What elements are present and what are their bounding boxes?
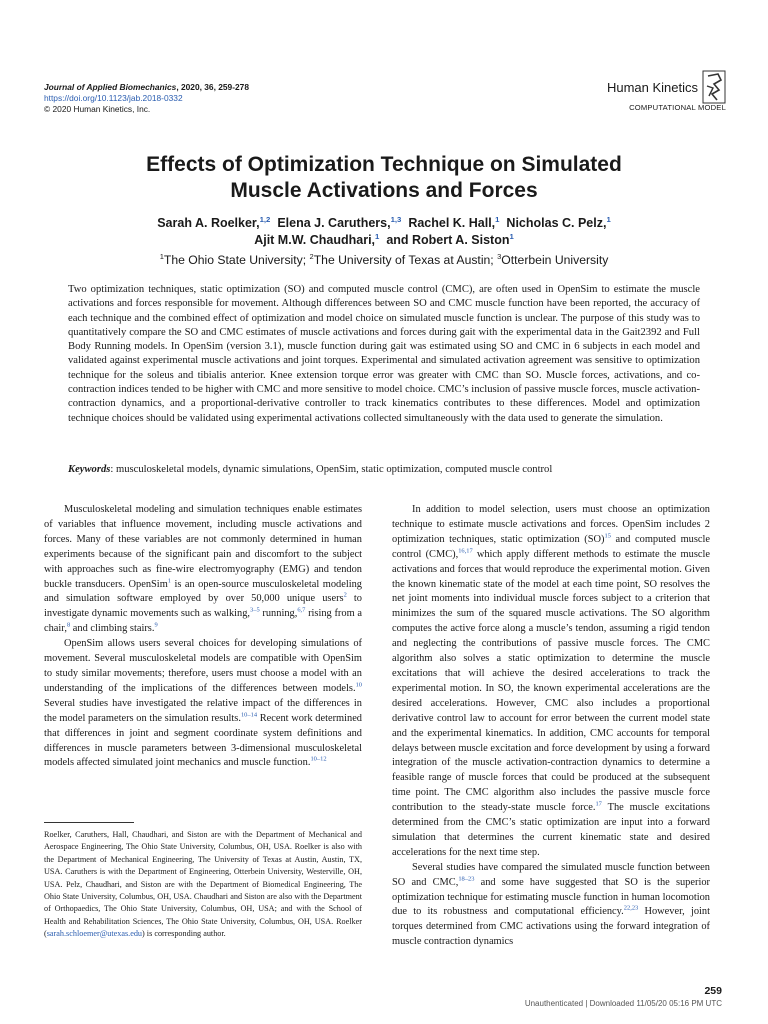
journal-header [44, 82, 249, 115]
human-kinetics-logo-icon [702, 70, 726, 104]
paragraph: In addition to model selection, users must choose an optimization technique to estimate muscle activations and forces. OpenSim includes 2 optimization techniques, static optimization (SO)$^{15}$ and computed muscle control (CMC),$^{16,17}$ which apply different methods to estimate the muscle activations and forces that would reproduce the experimental motion. Given the known kinematic state of the model at each time point, SO resolves the net joint moments into individual muscle forces subject to a criterion that minimizes the sum of the squared muscle activations. The SO algorithm computes the active force along a muscle’s tendon, assuming a rigid tendon and neglecting the contributions of passive muscle forces. The CMC algorithm also solves a static optimization to determine the muscle excitations that will achieve the desired accelerations to track the experimental motion. In SO, the known experimental accelerations are the desired accelerations. However, CMC also includes a proportional derivative control law to account for error between the current model state and the experimental kinematics. In addition, CMC accounts for temporal delays between muscle excitation and force development by using a forward integration of the muscle activation-contraction dynamics to determine a feasible range of muscle forces that could be produced at the subsequent time point. The CMC algorithm also includes the passive muscle force contribution to the steady-state muscle force.$^{17}$ The muscle excitations determined from the CMC’s static optimization are input into a forward simulation that determines the current kinematic state and desired accelerations for the next time step. [392, 504, 711, 858]
author: Elena J. Caruthers, [277, 216, 391, 230]
author-list: Sarah A. Roelker,$^{1,2}$ Elena J. Caruthers,$^{1,3}$ Rachel K. Hall,$^1$ Nicholas C. Pelz,$^1$ Ajit M.W. Chaudhari,$^1$ and Robert A. Siston$^1$ [157, 214, 611, 247]
abstract: Two optimization techniques, static optimization (SO) and computed muscle control (CMC), are often used in OpenSim to estimate the muscle activations and forces responsible for movement. Although differences between SO and CMC muscle function have been reported, the accuracy of each technique and the combined effect of optimization and model choice on simulated muscle function is unclear. The purpose of this study was to quantitatively compare the SO and CMC estimates of muscle activations and forces during gait with the experimental data in the Gait2392 and Full Body Running models. In OpenSim (version 3.1), muscle function during gait was estimated using SO and CMC in 6 subjects in each model and validated against experimental muscle activations and joint torques. Experimental and simulated activation agreement was sensitive to optimization technique for the soleus and tibialis anterior. Knee extension torque error was greater with CMC than SO. Muscle forces, activations, and co-contraction indices tended to be higher with CMC and more sensitive to model choice. CMC’s inclusion of passive muscle forces, muscle activation-contraction dynamics, and a proportional-derivative controller to track kinematics contributes to these differences. Model and optimization technique choices should be validated using experimental activations collected simultaneously with the data used to generate the simulation. [68, 284, 700, 424]
publisher-block [606, 70, 726, 112]
paragraph: Several studies have compared the simulated muscle function between SO and CMC,$^{18-23}$ and some have suggested that SO is the superior optimization technique for estimating muscle function in human locomotion due to its robustness and computational efficiency.$^{22,23}$ However, joint torques determined from CMC activations using the forward integration of muscle contraction dynamics [392, 861, 710, 948]
publisher-name: Human Kinetics [606, 80, 698, 95]
author: Ajit M.W. Chaudhari, [254, 233, 376, 247]
page-number: 259 [704, 985, 722, 997]
body-column-left [44, 503, 362, 771]
author: and Robert A. Siston [386, 233, 510, 247]
author: Sarah A. Roelker, [157, 216, 260, 230]
article-title: Effects of Optimization Technique on Simulated Muscle Activations and Forces [146, 153, 622, 202]
article-section: COMPUTATIONAL MODEL [629, 103, 726, 112]
author: Nicholas C. Pelz, [506, 216, 607, 230]
doi-link[interactable]: https://doi.org/10.1123/jab.2018-0332 [44, 93, 183, 103]
download-note: Unauthenticated | Downloaded 11/05/20 05:16 PM UTC [524, 999, 722, 1008]
copyright: © 2020 Human Kinetics, Inc. [44, 104, 151, 114]
email-link[interactable]: sarah.schloemer@utexas.edu [46, 929, 143, 939]
author: Rachel K. Hall, [408, 216, 496, 230]
author-footnote: Roelker, Caruthers, Hall, Chaudhari, and Siston are with the Department of Mechanical and Aerospace Engineering, The Ohio State University, Columbus, OH, USA. Roelker is also with the Department of Mechanical Engineering, The University of Texas at Austin, Austin, TX, USA. Caruthers is with the Department of Engineering, Otterbein University, Westerville, OH, USA. Pelz, Chaudhari, and Siston are with the Department of Biomedical Engineering, The Ohio State University, Columbus, OH, USA. Chaudhari and Siston are also with the Department of Orthopaedics, The Ohio State University, Columbus, OH, USA; and with the School of Health and Rehabilitation Sciences, The Ohio State University, Columbus, OH, USA. Roelker (sarah.schloemer@utexas.edu) is corresponding author. [44, 830, 362, 939]
paragraph: Musculoskeletal modeling and simulation techniques enable estimates of variables that influence movement, including muscle activations and forces. Many of these variables are not commonly determined in human experiments because of the significant pain and discomfort to the subject with approaches such as fine-wire electromyography (EMG) and tendon buckle transducers. OpenSim$^1$ is an open-source musculoskeletal modeling and simulation software employed by over 50,000 unique users$^2$ to investigate dynamic movements such as walking,$^{3-5}$ running,$^{6,7}$ rising from a chair,$^8$ and climbing stairs.$^9$ [44, 504, 362, 635]
keywords: Keywords: musculoskeletal models, dynamic simulations, OpenSim, static optimization, computed muscle control [68, 464, 553, 475]
footnote-divider [44, 822, 134, 823]
paragraph: OpenSim allows users several choices for developing simulations of movement. Several musculoskeletal models are compatible with OpenSim to study similar movements; therefore, users must choose a model with an understanding of the implications of the differences between models.$^{10}$ Several studies have investigated the relative impact of the differences in the model parameters on the simulation results.$^{10-14}$ Recent work determined that differences in joint and segment coordinate system definitions and differences in muscle parameters between 3-dimensional musculoskeletal models affected simulated joint mechanics and muscle function.$^{10-12}$ [44, 638, 362, 769]
affiliations: $^1$The Ohio State University; $^2$The University of Texas at Austin; $^3$Otterbein University [159, 251, 609, 267]
journal-citation: Journal of Applied Biomechanics, 2020, 36, 259-278 [44, 82, 249, 92]
body-column-right [392, 503, 710, 950]
